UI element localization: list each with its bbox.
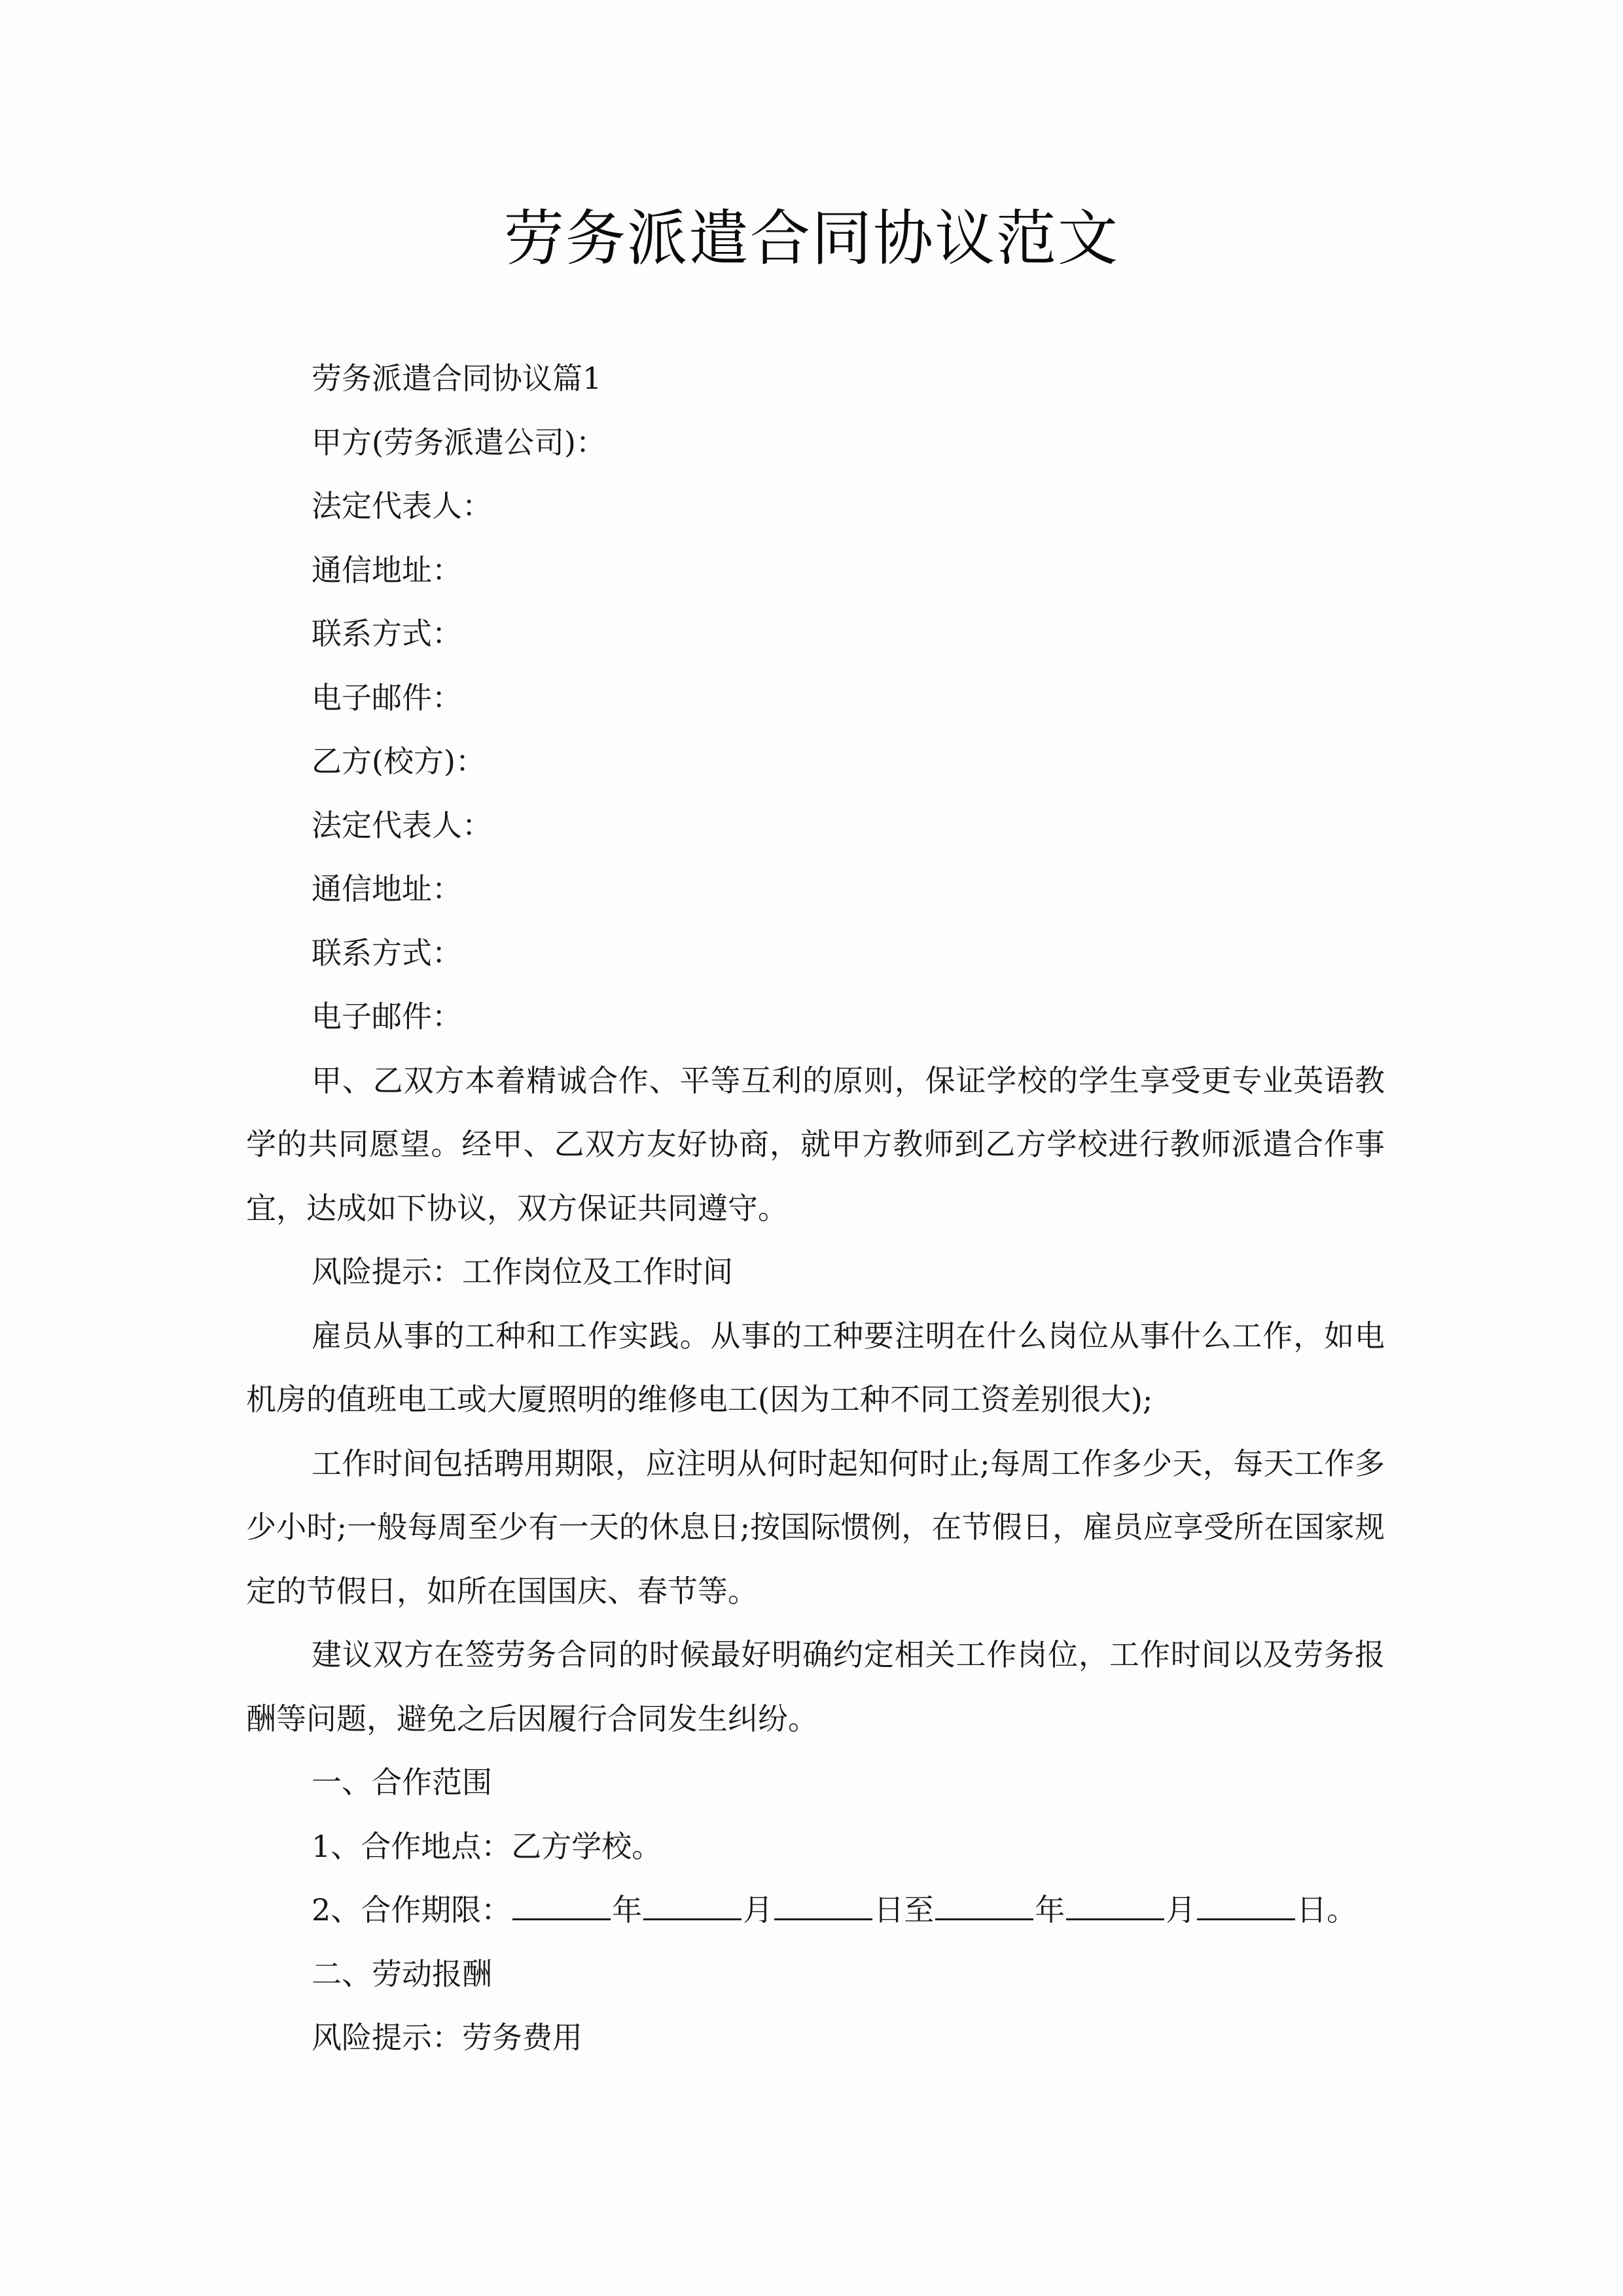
section-1-item-location: 1、合作地点：乙方学校。	[312, 1828, 662, 1864]
end-year-blank[interactable]	[935, 1892, 1033, 1920]
job-type-paragraph: 雇员从事的工种和工作实践。从事的工种要注明在什么岗位从事什么工作，如电机房的值班电工或大厦照明的维修电工(因为工种不同工资差别很大);	[246, 1318, 1385, 1417]
start-day-blank[interactable]	[774, 1892, 872, 1920]
work-time-paragraph: 工作时间包括聘用期限，应注明从何时起知何时止;每周工作多少天，每天工作多少小时;一般每周至少有一天的休息日;按国际惯例，在节假日，雇员应享受所在国家规定的节假日，如所在国国庆、春节等。	[246, 1445, 1385, 1609]
party-b-address: 通信地址：	[312, 871, 462, 906]
start-month-blank[interactable]	[643, 1892, 741, 1920]
party-b-email: 电子邮件：	[312, 999, 462, 1034]
party-b-legal-rep: 法定代表人：	[312, 807, 492, 843]
end-month-blank[interactable]	[1066, 1892, 1164, 1920]
section-1-item-period	[246, 1878, 1385, 1943]
section-1-title: 一、合作范围	[312, 1765, 492, 1800]
document-body	[246, 347, 1385, 2070]
intro-paragraph: 甲、乙双方本着精诚合作、平等互利的原则，保证学校的学生享受更专业英语教学的共同愿望。经甲、乙双方友好协商，就甲方教师到乙方学校进行教师派遣合作事宜，达成如下协议，双方保证共同遵守。	[246, 1062, 1385, 1226]
party-b-contact: 联系方式：	[312, 935, 462, 971]
start-year-blank[interactable]	[512, 1892, 611, 1920]
year-label-2: 年	[1035, 1892, 1065, 1928]
section-heading: 劳务派遣合同协议篇1	[312, 361, 602, 396]
document-title: 劳务派遣合同协议范文	[503, 204, 1119, 274]
day-to-label: 日至	[874, 1892, 935, 1928]
suggestion-paragraph: 建议双方在签劳务合同的时候最好明确约定相关工作岗位，工作时间以及劳务报酬等问题，避免之后因履行合同发生纠纷。	[246, 1637, 1385, 1736]
month-label-2: 月	[1166, 1892, 1196, 1928]
section-2-title: 二、劳动报酬	[312, 1956, 492, 1992]
period-label: 2、合作期限：	[312, 1892, 512, 1928]
party-a-legal-rep: 法定代表人：	[312, 488, 492, 524]
year-label: 年	[612, 1892, 643, 1928]
day-end-label: 日。	[1296, 1892, 1357, 1928]
party-a-contact: 联系方式：	[312, 616, 462, 651]
party-a-address: 通信地址：	[312, 552, 462, 588]
risk-note-fees: 风险提示：劳务费用	[312, 2020, 582, 2055]
party-a-email: 电子邮件：	[312, 679, 462, 715]
risk-note-job: 风险提示：工作岗位及工作时间	[312, 1254, 733, 1289]
party-b-label: 乙方(校方)：	[312, 744, 486, 779]
party-a-label: 甲方(劳务派遣公司)：	[312, 424, 606, 460]
month-label: 月	[743, 1892, 774, 1928]
end-day-blank[interactable]	[1197, 1892, 1295, 1920]
